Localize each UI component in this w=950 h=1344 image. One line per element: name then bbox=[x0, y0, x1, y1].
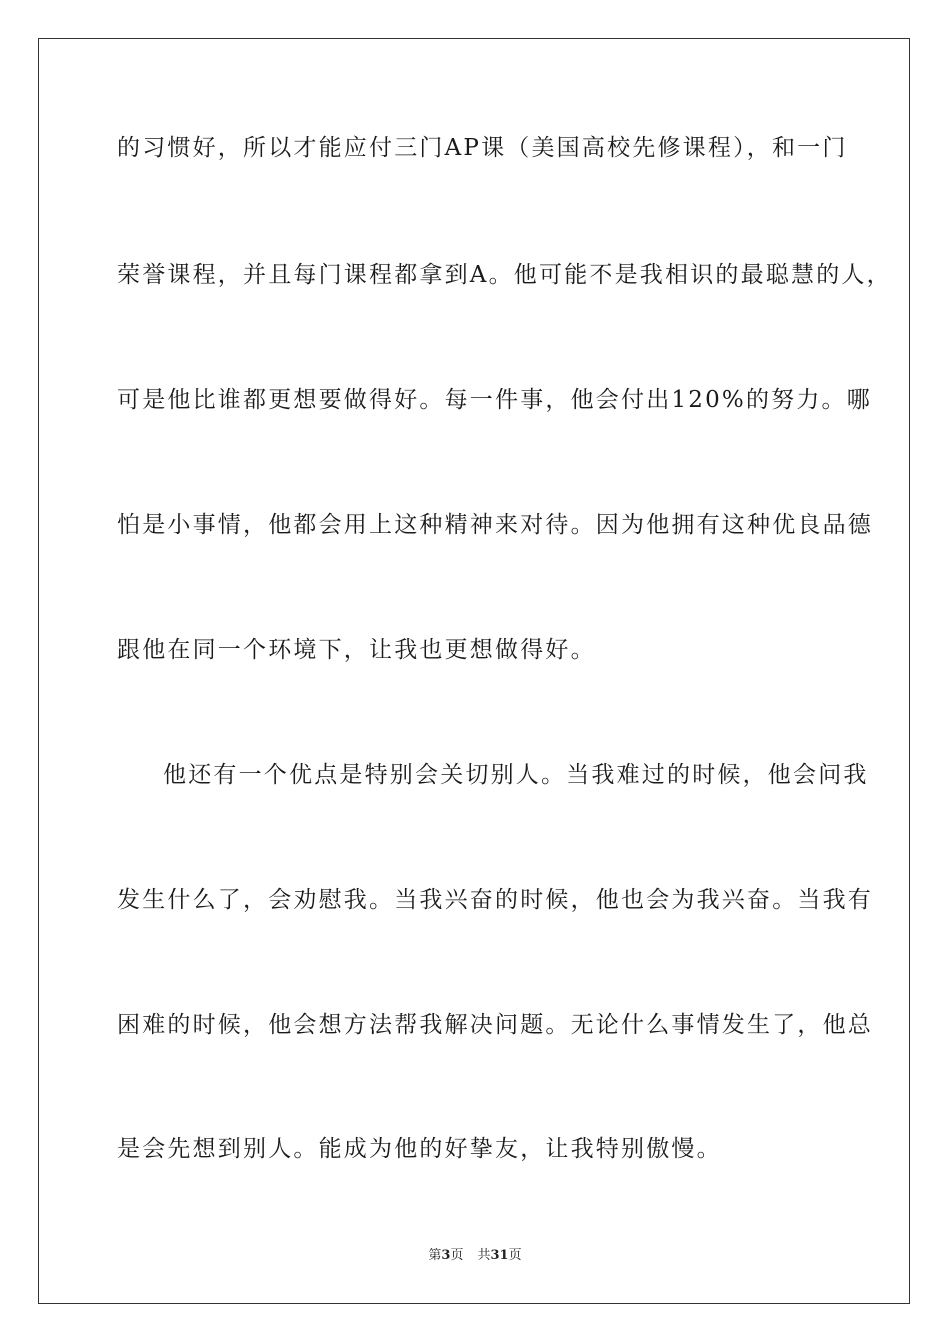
page-footer bbox=[0, 1247, 950, 1265]
total-suffix: 页 bbox=[508, 1248, 522, 1263]
page-suffix: 页 bbox=[450, 1248, 464, 1263]
body-line: 可是他比谁都更想要做得好。每一件事，他会付出120%的努力。哪 bbox=[117, 387, 872, 413]
body-line: 困难的时候，他会想方法帮我解决问题。无论什么事情发生了，他总 bbox=[117, 1012, 873, 1038]
body-line: 发生什么了，会劝慰我。当我兴奋的时候，他也会为我兴奋。当我有 bbox=[117, 887, 873, 913]
body-line: 怕是小事情，他都会用上这种精神来对待。因为他拥有这种优良品德 bbox=[117, 512, 873, 538]
page-number: 3 bbox=[441, 1248, 451, 1263]
body-line: 的习惯好，所以才能应付三门AP课（美国高校先修课程），和一门 bbox=[117, 135, 848, 161]
total-pages: 31 bbox=[490, 1248, 509, 1263]
total-prefix: 共 bbox=[477, 1248, 491, 1263]
page-border bbox=[38, 38, 910, 1304]
body-line: 是会先想到别人。能成为他的好挚友，让我特别傲慢。 bbox=[117, 1136, 722, 1162]
page-prefix: 第 bbox=[428, 1248, 442, 1263]
body-line-indented: 他还有一个优点是特别会关切别人。当我难过的时候，他会问我 bbox=[163, 762, 869, 788]
body-line: 跟他在同一个环境下，让我也更想做得好。 bbox=[117, 637, 596, 663]
body-line: 荣誉课程，并且每门课程都拿到A。他可能不是我相识的最聪慧的人， bbox=[117, 262, 892, 288]
